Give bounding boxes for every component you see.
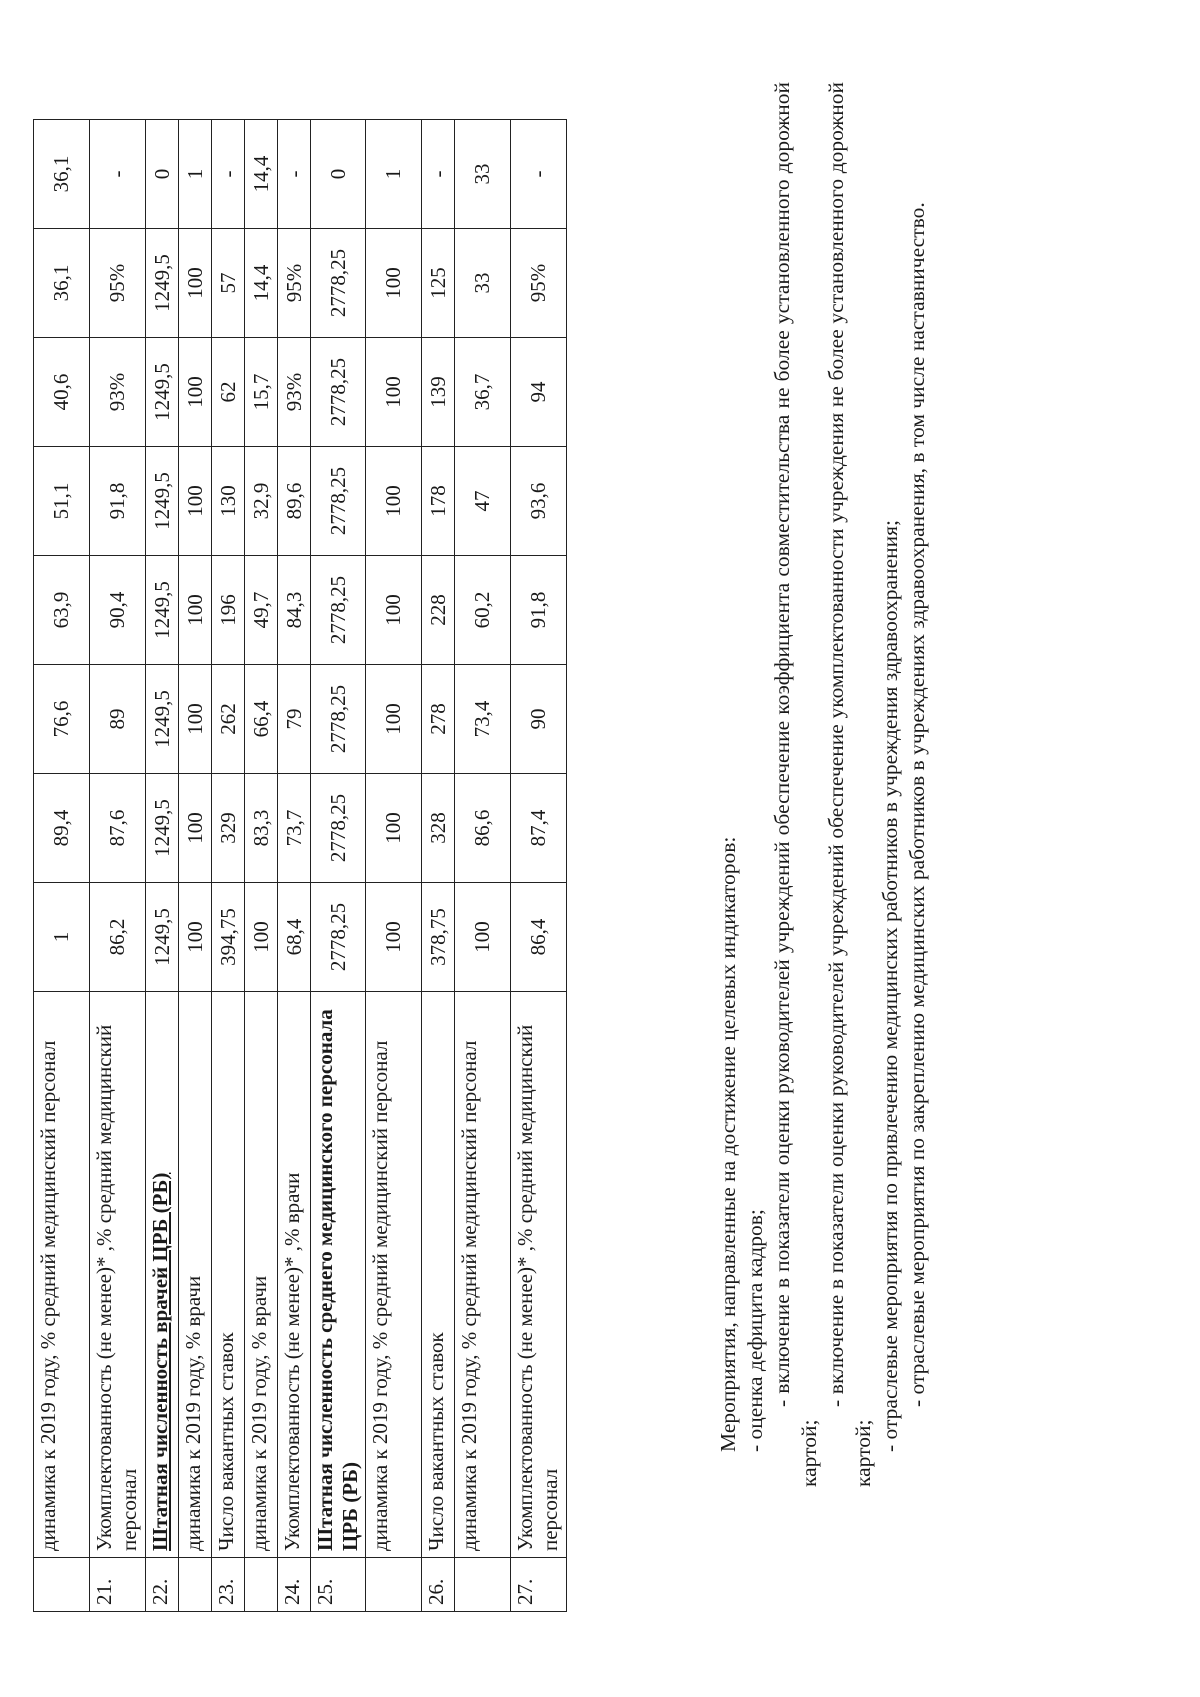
table-row [511, 120, 567, 1612]
value-cell: 1249,5 [146, 338, 179, 447]
value-cell: 89,4 [34, 774, 90, 883]
value-cell: 130 [212, 447, 245, 556]
table-body [34, 120, 567, 1612]
value-cell: 2778,25 [311, 229, 366, 338]
value-cell: 47 [455, 447, 511, 556]
value-cell: 2778,25 [311, 665, 366, 774]
row-label: динамика к 2019 году, % врачи [179, 992, 212, 1558]
value-cell: 60,2 [455, 556, 511, 665]
row-label: Число вакантных ставок [422, 992, 455, 1558]
value-cell: 83,3 [245, 774, 278, 883]
value-cell: 57 [212, 229, 245, 338]
value-cell: 1249,5 [146, 883, 179, 992]
value-cell: 2778,25 [311, 447, 366, 556]
value-cell: 394,75 [212, 883, 245, 992]
value-cell: 68,4 [278, 883, 311, 992]
value-cell: 196 [212, 556, 245, 665]
value-cell: 66,4 [245, 665, 278, 774]
value-cell: 86,2 [90, 883, 146, 992]
value-cell: 139 [422, 338, 455, 447]
value-cell: - [212, 120, 245, 229]
value-cell: 91,8 [511, 556, 567, 665]
row-label: динамика к 2019 году, % средний медицинский персонал [455, 992, 511, 1558]
value-cell: 36,1 [34, 229, 90, 338]
value-cell: 86,6 [455, 774, 511, 883]
row-number: 24. [278, 1558, 311, 1612]
value-cell: 100 [366, 665, 422, 774]
value-cell: 329 [212, 774, 245, 883]
value-cell: 2778,25 [311, 883, 366, 992]
value-cell: - [278, 120, 311, 229]
value-cell: - [90, 120, 146, 229]
value-cell: 73,7 [278, 774, 311, 883]
value-cell: 94 [511, 338, 567, 447]
measures-intro: Мероприятия, направленные на достижение целевых индикаторов: [716, 836, 740, 1452]
table-row [311, 120, 366, 1612]
row-number [455, 1558, 511, 1612]
value-cell: 90 [511, 665, 567, 774]
indicators-table [33, 119, 567, 1612]
measure-item-3: - включение в показатели оценки руководителей учреждений обеспечение укомплектованности учреждения не более установленного дорожной картой; [824, 82, 875, 1487]
row-number: 22. [146, 1558, 179, 1612]
value-cell: 90,4 [90, 556, 146, 665]
value-cell: 84,3 [278, 556, 311, 665]
value-cell: 63,9 [34, 556, 90, 665]
table-row [90, 120, 146, 1612]
value-cell: 86,4 [511, 883, 567, 992]
value-cell: 91,8 [90, 447, 146, 556]
measures-text [715, 82, 931, 1487]
value-cell: 95% [90, 229, 146, 338]
row-label: Штатная численность врачей ЦРБ (РБ) [146, 992, 179, 1558]
value-cell: 100 [179, 556, 212, 665]
value-cell: 33 [455, 229, 511, 338]
value-cell: 33 [455, 120, 511, 229]
value-cell: 14,4 [245, 229, 278, 338]
value-cell: 76,6 [34, 665, 90, 774]
value-cell: 1249,5 [146, 447, 179, 556]
value-cell: 1249,5 [146, 774, 179, 883]
value-cell: 100 [366, 774, 422, 883]
row-number: 23. [212, 1558, 245, 1612]
value-cell: 79 [278, 665, 311, 774]
value-cell: 95% [511, 229, 567, 338]
measure-item-2: - включение в показатели оценки руководителей учреждений обеспечение коэффициента совместительства не более установленного дорожной картой; [770, 82, 821, 1487]
value-cell: - [511, 120, 567, 229]
row-label: Укомплектованность (не менее)* ,% средний медицинский персонал [90, 992, 146, 1558]
table-row [34, 120, 90, 1612]
table-row [366, 120, 422, 1612]
value-cell: 40,6 [34, 338, 90, 447]
value-cell: 100 [179, 338, 212, 447]
value-cell: 1 [366, 120, 422, 229]
value-cell: 100 [366, 338, 422, 447]
value-cell: 100 [179, 774, 212, 883]
measure-item-1: - оценка дефицита кадров; [743, 1209, 767, 1452]
row-number [245, 1558, 278, 1612]
value-cell: 378,75 [422, 883, 455, 992]
value-cell: 87,4 [511, 774, 567, 883]
value-cell: 51,1 [34, 447, 90, 556]
measure-item-5: - отраслевые мероприятия по закреплению медицинских работников в учреждениях здравоохранения, в том числе наставничество. [905, 202, 929, 1407]
value-cell: 93% [90, 338, 146, 447]
row-number: 26. [422, 1558, 455, 1612]
value-cell: 1 [179, 120, 212, 229]
table-row [278, 120, 311, 1612]
value-cell: 36,7 [455, 338, 511, 447]
value-cell: 95% [278, 229, 311, 338]
value-cell: 62 [212, 338, 245, 447]
value-cell: 1249,5 [146, 556, 179, 665]
value-cell: 262 [212, 665, 245, 774]
measure-item-4: - отраслевые мероприятия по привлечению медицинских работников в учреждения здравоохранения; [878, 520, 902, 1452]
row-label: Укомплектованность (не менее)* ,% средний медицинский персонал [511, 992, 567, 1558]
table-row [179, 120, 212, 1612]
row-label: Число вакантных ставок [212, 992, 245, 1558]
table-row [422, 120, 455, 1612]
value-cell: 1249,5 [146, 665, 179, 774]
value-cell: 0 [311, 120, 366, 229]
row-number [179, 1558, 212, 1612]
value-cell: 328 [422, 774, 455, 883]
value-cell: 2778,25 [311, 556, 366, 665]
value-cell: 100 [366, 883, 422, 992]
value-cell: 100 [179, 883, 212, 992]
value-cell: - [422, 120, 455, 229]
value-cell: 125 [422, 229, 455, 338]
row-number [34, 1558, 90, 1612]
value-cell: 93,6 [511, 447, 567, 556]
row-label: динамика к 2019 году, % средний медицинский персонал [366, 992, 422, 1558]
value-cell: 1249,5 [146, 229, 179, 338]
value-cell: 49,7 [245, 556, 278, 665]
value-cell: 15,7 [245, 338, 278, 447]
row-label: динамика к 2019 году, % врачи [245, 992, 278, 1558]
table-row [245, 120, 278, 1612]
value-cell: 93% [278, 338, 311, 447]
row-label: Штатная численность среднего медицинского персонала ЦРБ (РБ) [311, 992, 366, 1558]
table-row [455, 120, 511, 1612]
value-cell: 100 [366, 447, 422, 556]
value-cell: 100 [455, 883, 511, 992]
value-cell: 36,1 [34, 120, 90, 229]
value-cell: 278 [422, 665, 455, 774]
value-cell: 32,9 [245, 447, 278, 556]
value-cell: 14,4 [245, 120, 278, 229]
value-cell: 87,6 [90, 774, 146, 883]
value-cell: 89 [90, 665, 146, 774]
row-number: 25. [311, 1558, 366, 1612]
value-cell: 0 [146, 120, 179, 229]
value-cell: 100 [179, 229, 212, 338]
value-cell: 100 [179, 665, 212, 774]
value-cell: 228 [422, 556, 455, 665]
value-cell: 2778,25 [311, 774, 366, 883]
value-cell: 178 [422, 447, 455, 556]
row-label: Укомплектованность (не менее)* ,% врачи [278, 992, 311, 1558]
table-row [146, 120, 179, 1612]
value-cell: 100 [366, 556, 422, 665]
value-cell: 89,6 [278, 447, 311, 556]
row-number: 21. [90, 1558, 146, 1612]
row-number: 27. [511, 1558, 567, 1612]
value-cell: 100 [179, 447, 212, 556]
value-cell: 2778,25 [311, 338, 366, 447]
row-label: динамика к 2019 году, % средний медицинский персонал [34, 992, 90, 1558]
value-cell: 100 [245, 883, 278, 992]
value-cell: 100 [366, 229, 422, 338]
value-cell: 73,4 [455, 665, 511, 774]
table-row [212, 120, 245, 1612]
value-cell: 1 [34, 883, 90, 992]
row-number [366, 1558, 422, 1612]
